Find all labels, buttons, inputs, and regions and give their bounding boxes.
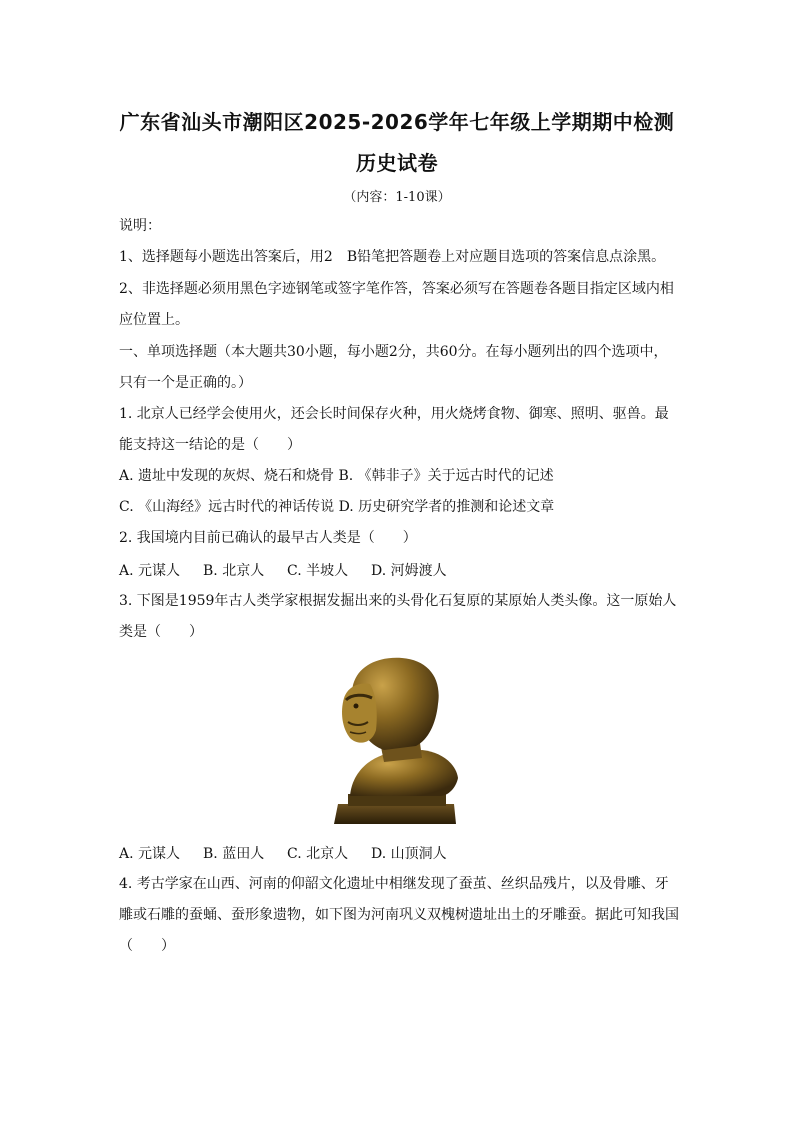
note-2-line1: 2、非选择题必须用黑色字迹钢笔或签字笔作答，答案必须写在答题卷各题目指定区域内相: [119, 281, 674, 297]
exam-title-line1: 广东省汕头市潮阳区2025-2026学年七年级上学期期中检测: [119, 110, 675, 134]
question-2-options: [119, 560, 447, 580]
note-2-line2: 应位置上。: [119, 312, 189, 328]
question-1-options-line1: A. 遗址中发现的灰烬、烧石和烧骨 B. 《韩非子》关于远古时代的记述: [119, 468, 554, 484]
question-4-stem-line1: 4. 考古学家在山西、河南的仰韶文化遗址中相继发现了蚕茧、丝织品残片，以及骨雕、牙: [119, 876, 669, 892]
section-heading-line1: 一、单项选择题（本大题共30小题，每小题2分，共60分。在每小题列出的四个选项中，: [119, 344, 668, 360]
question-3-option-d: D. 山顶洞人: [371, 846, 447, 862]
question-4-stem-line3: （ ）: [119, 938, 175, 954]
question-1-stem-line1: 1. 北京人已经学会使用火，还会长时间保存火种，用火烧烤食物、御寒、照明、驱兽。最: [119, 406, 669, 422]
question-3-option-c: C. 北京人: [287, 846, 349, 862]
question-1-options-line2: C. 《山海经》远古时代的神话传说 D. 历史研究学者的推测和论述文章: [119, 499, 555, 515]
question-2-option-a: A. 元谋人: [119, 563, 181, 579]
notes-heading: 说明：: [119, 218, 161, 234]
exam-scope: （内容：1-10课）: [343, 190, 451, 205]
question-1-stem-line2: 能支持这一结论的是（ ）: [119, 437, 301, 453]
section-heading-line2: 只有一个是正确的。）: [119, 375, 252, 391]
note-1: 1、选择题每小题选出答案后，用2 B铅笔把答题卷上对应题目选项的答案信息点涂黑。: [119, 249, 666, 265]
question-2-stem: 2. 我国境内目前已确认的最早古人类是（ ）: [119, 530, 417, 546]
question-2-option-d: D. 河姆渡人: [371, 563, 447, 579]
question-4-stem-line2: 雕或石雕的蚕蛹、蚕形象遗物，如下图为河南巩义双槐树遗址出土的牙雕蚕。据此可知我国: [119, 907, 679, 923]
question-3-options: [119, 843, 447, 863]
question-2-option-c: C. 半坡人: [287, 563, 349, 579]
question-3-option-b: B. 蓝田人: [203, 846, 265, 862]
question-3-option-a: A. 元谋人: [119, 846, 181, 862]
hominid-bust-image: [330, 654, 464, 827]
question-3-stem-line2: 类是（ ）: [119, 624, 203, 640]
question-2-option-b: B. 北京人: [203, 563, 265, 579]
exam-title-line2: 历史试卷: [356, 151, 438, 175]
question-3-stem-line1: 3. 下图是1959年古人类学家根据发掘出来的头骨化石复原的某原始人类头像。这一原始人: [119, 593, 677, 609]
